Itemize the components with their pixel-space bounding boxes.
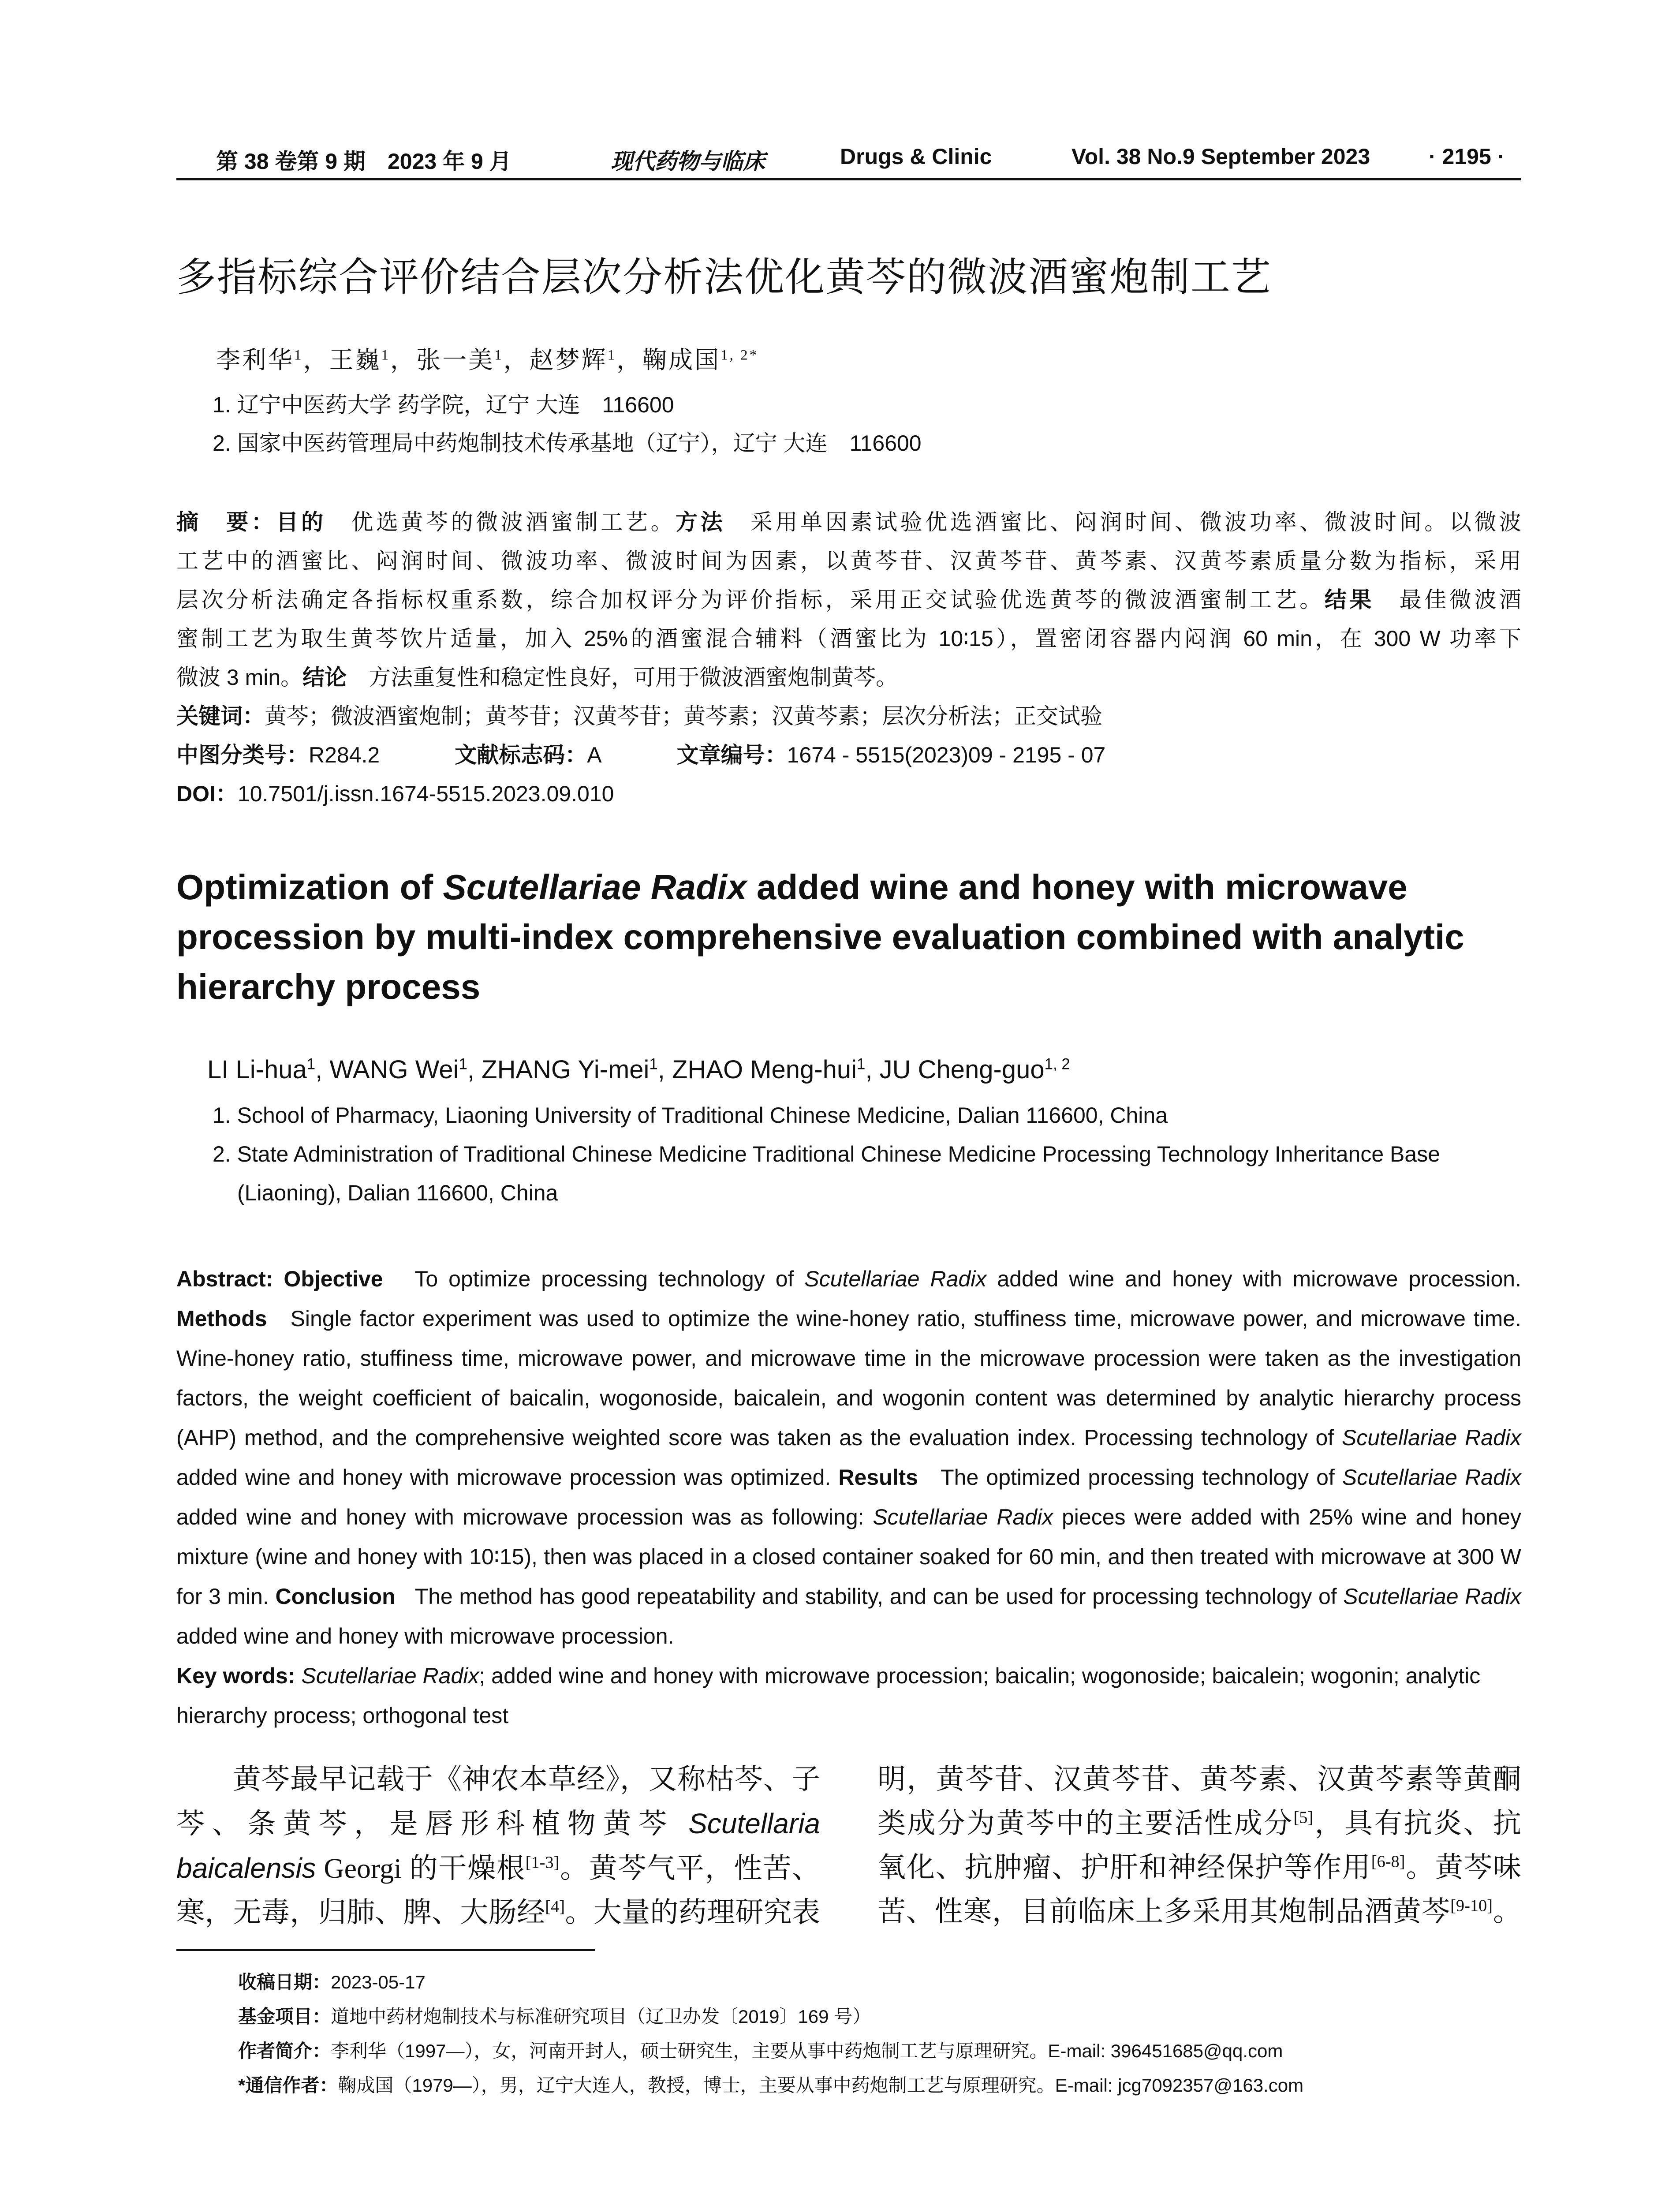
header-journal-en: Drugs & Clinic (840, 144, 992, 169)
header-rule (176, 178, 1521, 180)
en-affiliation-2: 2. State Administration of Traditional Chinese Medicine Traditional Chinese Medicine Processing Technology Inheritance Base (213, 1142, 1440, 1166)
cn-keywords: 关键词：黄芩；微波酒蜜炮制；黄芩苷；汉黄芩苷；黄芩素；汉黄芩素；层次分析法；正交试验 (176, 704, 1102, 729)
cn-authors: 李利华$^1$，王巍$^1$，张一美$^1$，赵梦辉$^1$，鞠成国$^{1, 2*}$ (216, 347, 759, 374)
cn-abstract-line: 摘 要：目的 优选黄芩的微波酒蜜制工艺。方法 采用单因素试验优选酒蜜比、闷润时间、微波功率、微波时间。以微波 (176, 510, 1522, 534)
cn-abstract-line: 工艺中的酒蜜比、闷润时间、微波功率、微波时间为因素，以黄芩苷、汉黄芩苷、黄芩素、汉黄芩素质量分数为指标，采用 (176, 549, 1521, 573)
footnote-rule (176, 1949, 595, 1951)
citation: [1-3] (525, 1853, 560, 1872)
cn-author: 王巍 (329, 347, 381, 374)
en-author: ZHANG Yi-mei (482, 1055, 650, 1084)
en-author: JU Cheng-guo (879, 1055, 1045, 1084)
cn-title: 多指标综合评价结合层次分析法优化黄芩的微波酒蜜炮制工艺 (176, 255, 1272, 299)
body-line: 氧化、抗肿瘤、护肝和神经保护等作用[6-8]。黄芩味 (877, 1852, 1522, 1883)
cn-abstract-line: 微波 3 min。结论 方法重复性和稳定性良好，可用于微波酒蜜炮制黄芩。 (176, 665, 898, 690)
header-volume-issue-en: Vol. 38 No.9 September 2023 (1071, 144, 1370, 169)
citation: [5] (1293, 1808, 1314, 1827)
footnote-fund: 基金项目：道地中药材炮制技术与标准研究项目（辽卫办发〔2019〕169 号） (238, 2006, 871, 2027)
header-volume-issue-cn: 第 38 卷第 9 期 2023 年 9 月 (216, 149, 511, 174)
body-column-right (877, 1757, 1521, 1934)
citation: [9-10] (1450, 1896, 1493, 1915)
en-authors: LI Li-hua$^1$, WANG Wei$^1$, ZHANG Yi-mei$^1$, ZHAO Meng-hui$^1$, JU Cheng-guo$^{1, 2}$ (207, 1055, 1070, 1084)
cn-author: 鞠成国 (642, 347, 721, 374)
en-title: Optimization of Scutellariae Radix added wine and honey with microwave procession by multi-index comprehensive evaluation combined with analytic hierarchy process (176, 867, 1464, 1006)
cn-abstract-line: 层次分析法确定各指标权重系数，综合加权评分为评价指标，采用正交试验优选黄芩的微波酒蜜制工艺。结果 最佳微波酒 (176, 587, 1522, 612)
en-abstract-label: Abstract: (176, 1267, 284, 1291)
body-line: 黄芩最早记载于《神农本草经》，又称枯芩、子 (233, 1764, 820, 1795)
cn-affiliation-1: 1. 辽宁中医药大学 药学院，辽宁 大连 116600 (213, 392, 674, 417)
en-affiliation-1: 1. School of Pharmacy, Liaoning University of Traditional Chinese Medicine, Dalian 116600, China (213, 1103, 1168, 1128)
body-line: baicalensis Georgi 的干燥根[1-3]。黄芩气平，性苦、 (176, 1852, 821, 1884)
cn-abstract-label: 摘 要： (176, 510, 276, 534)
footnote-corresponding: *通信作者：鞠成国（1979—），男，辽宁大连人，教授，博士，主要从事中药炮制工艺与原理研究。E-mail: jcg7092357@163.com (238, 2075, 1304, 2096)
body-line: 明，黄芩苷、汉黄芩苷、黄芩素、汉黄芩素等黄酮 (877, 1764, 1521, 1795)
citation: [6-8] (1371, 1852, 1405, 1871)
cn-affiliation-2: 2. 国家中医药管理局中药炮制技术传承基地（辽宁），辽宁 大连 116600 (213, 431, 922, 456)
body-line: 芩、条黄芩，是唇形科植物黄芩 Scutellaria (176, 1808, 820, 1839)
running-header (176, 140, 1521, 176)
en-author: ZHAO Meng-hui (672, 1055, 857, 1084)
cn-abstract-line: 蜜制工艺为取生黄芩饮片适量，加入 25%的酒蜜混合辅料（酒蜜比为 10∶15），置密闭容器内闷润 60 min，在 300 W 功率下 (176, 626, 1521, 651)
body-line: 苦、性寒，目前临床上多采用其炮制品酒黄芩[9-10]。 (877, 1896, 1522, 1927)
header-journal-cn: 现代药物与临床 (611, 149, 765, 174)
citation: [4] (545, 1897, 565, 1916)
en-author: LI Li-hua (207, 1055, 307, 1084)
cn-abstract (176, 503, 1521, 813)
en-affiliation-2-cont: (Liaoning), Dalian 116600, China (237, 1181, 558, 1205)
body-line: 类成分为黄芩中的主要活性成分[5]，具有抗炎、抗 (877, 1808, 1522, 1839)
body-line: 寒，无毒，归肺、脾、大肠经[4]。大量的药理研究表 (176, 1897, 821, 1928)
cn-author: 赵梦辉 (529, 347, 608, 374)
cn-classification: 中图分类号：R284.2 文献标志码：A 文章编号：1674 - 5515(2023)09 - 2195 - 07 (176, 743, 1106, 767)
en-keywords: Key words: Scutellariae Radix; added wine and honey with microwave procession; baicalin; wogonoside; baicalein; wogonin; analytic hierarchy process; orthogonal test (176, 1663, 1481, 1728)
footnote-author: 作者简介：李利华（1997—），女，河南开封人，硕士研究生，主要从事中药炮制工艺与原理研究。E-mail: 396451685@qq.com (238, 2041, 1283, 2061)
footnote-received: 收稿日期：2023-05-17 (238, 1972, 426, 1992)
cn-author: 张一美 (416, 347, 495, 374)
en-author: WANG Wei (329, 1055, 459, 1084)
en-abstract: Abstract: Objective To optimize processing technology of Scutellariae Radix added wine and honey with microwave procession. Methods Single factor experiment was used to optimize the wine-honey ratio, stuffiness time, microwave power, and microwave time. Wine-honey ratio, stuffiness time, microwave power, and microwave time in the microwave procession were taken as the investigation factors, the weight coefficient of baicalin, wogonoside, baicalein, and wogonin content was determined by analytic hierarchy process (AHP) method, and the comprehensive weighted score was taken as the evaluation index. Processing technology of Scutellariae Radix added wine and honey with microwave procession was optimized. Results The optimized processing technology of Scutellariae Radix added wine and honey with microwave procession was as following: Scutellariae Radix pieces were added with 25% wine and honey mixture (wine and honey with 10∶15), then was placed in a closed container soaked for 60 min, and then treated with microwave at 300 W for 3 min. Conclusion The method has good repeatability and stability, and can be used for processing technology of Scutellariae Radix added wine and honey with microwave procession. Key words: Scutellariae Radix; added wine and honey with microwave procession; baicalin; wogonoside; baicalein; wogonin; analytic hierarchy process; orthogonal test (176, 1259, 1521, 1735)
cn-author: 李利华 (216, 347, 295, 374)
header-page-number: · 2195 · (1429, 144, 1505, 169)
body-column-left (176, 1757, 820, 1935)
doi: DOI：10.7501/j.issn.1674-5515.2023.09.010 (176, 781, 614, 806)
